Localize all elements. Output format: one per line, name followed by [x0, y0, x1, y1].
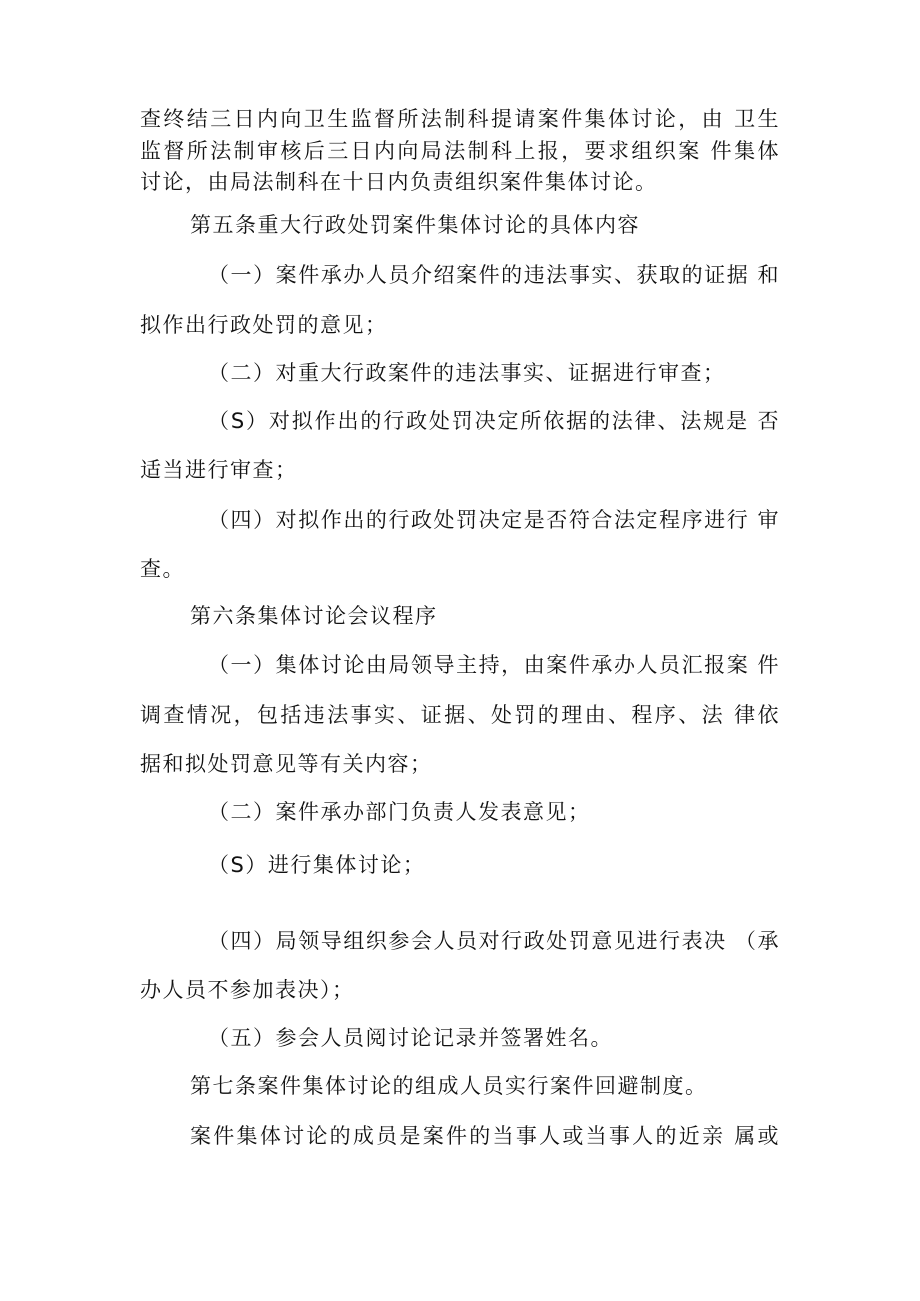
- article-heading: 第六条集体讨论会议程序: [190, 604, 438, 628]
- article-heading: 第五条重大行政处罚案件集体讨论的具体内容: [190, 213, 640, 237]
- article-heading: 第七条案件集体讨论的组成人员实行案件回避制度。: [190, 1074, 708, 1098]
- paragraph-line: 查终结三日内向卫生监督所法制科提请案件集体讨论，由 卫生: [140, 107, 780, 131]
- paragraph-line: 调查情况，包括违法事实、证据、处罚的理由、程序、法 律依: [140, 703, 780, 727]
- paragraph-line: （一）案件承办人员介绍案件的违法事实、获取的证据 和: [208, 263, 780, 287]
- paragraph-line: （一）集体讨论由局领导主持，由案件承办人员汇报案 件: [208, 653, 780, 677]
- paragraph-line: （S）进行集体讨论；: [208, 853, 426, 877]
- paragraph-line: 查。: [140, 557, 185, 581]
- paragraph-line: （S）对拟作出的行政处罚决定所依据的法律、法规是 否: [208, 409, 780, 433]
- paragraph-line: 监督所法制审核后三日内向局法制科上报，要求组织案 件集体: [140, 139, 780, 163]
- paragraph-line: 据和拟处罚意见等有关内容；: [140, 752, 433, 776]
- paragraph-line: 案件集体讨论的成员是案件的当事人或当事人的近亲 属或: [190, 1124, 780, 1148]
- paragraph-line: （四）对拟作出的行政处罚决定是否符合法定程序进行 审: [208, 508, 780, 532]
- paragraph-line: （二）对重大行政案件的违法事实、证据进行审查；: [208, 361, 726, 385]
- paragraph-line: （五）参会人员阅讨论记录并签署姓名。: [208, 1026, 613, 1050]
- paragraph-line: 适当进行审查；: [140, 458, 298, 482]
- paragraph-line: 讨论，由局法制科在十日内负责组织案件集体讨论。: [140, 170, 658, 194]
- paragraph-line: 办人员不参加表决）；: [140, 978, 355, 1002]
- paragraph-line: （二）案件承办部门负责人发表意见；: [208, 800, 591, 824]
- paragraph-line: （四）局领导组织参会人员对行政处罚意见进行表决 （承: [208, 929, 780, 953]
- paragraph-line: 拟作出行政处罚的意见；: [140, 313, 388, 337]
